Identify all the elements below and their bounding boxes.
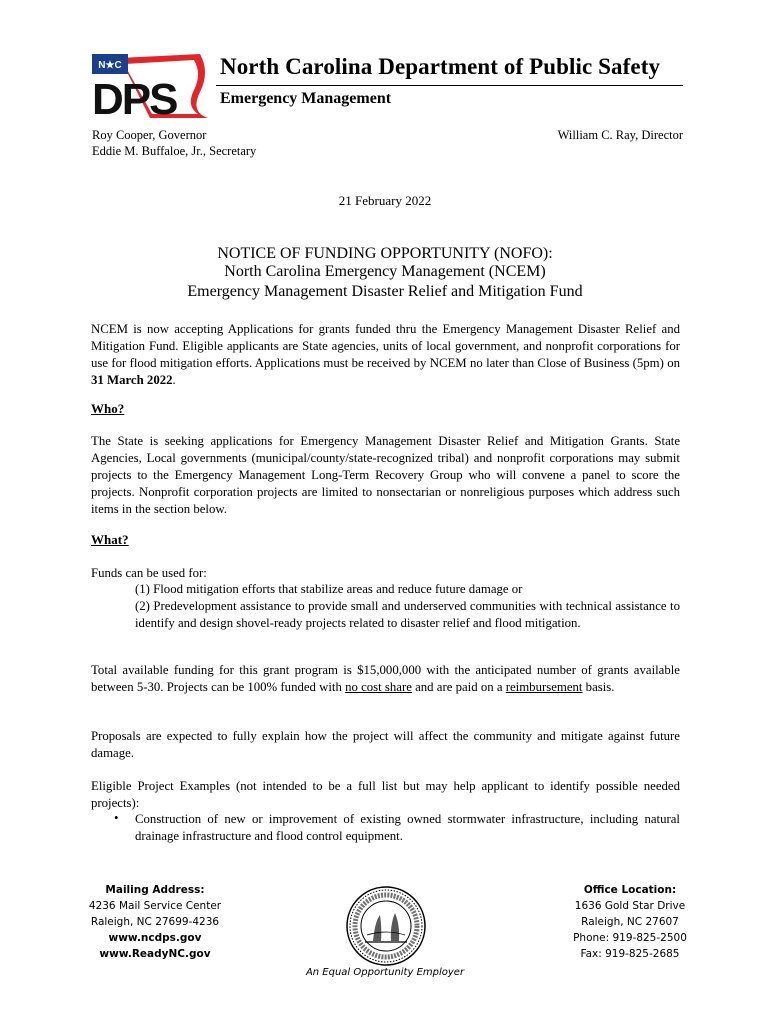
title-line-3: Emergency Management Disaster Relief and Mitigation Fund bbox=[187, 283, 583, 300]
title-line-2: North Carolina Emergency Management (NCEM) bbox=[224, 263, 546, 280]
office-heading: Office Location: bbox=[583, 884, 677, 896]
funding-paragraph bbox=[91, 662, 680, 696]
proposals-paragraph: Proposals are expected to fully explain how the project will affect the community and mitigate against future damage. bbox=[91, 729, 680, 760]
what-item-1: (1) Flood mitigation efforts that stabilize areas and reduce future damage or bbox=[135, 582, 523, 596]
state-seal-icon bbox=[345, 885, 427, 967]
no-cost-share: no cost share bbox=[345, 680, 412, 694]
example-1: Construction of new or improvement of existing owned stormwater infrastructure, including natural drainage infrastructure and flood control equipment. bbox=[135, 812, 680, 843]
mailing-heading: Mailing Address: bbox=[105, 884, 205, 896]
logo-text: DPS bbox=[92, 75, 177, 120]
header-rule bbox=[216, 85, 683, 86]
office-fax: Fax: 919-825-2685 bbox=[580, 948, 680, 960]
what-heading: What? bbox=[91, 532, 129, 547]
governor-line: Roy Cooper, Governor bbox=[92, 128, 207, 142]
office-line-2: Raleigh, NC 27607 bbox=[581, 916, 679, 928]
title-line-1: NOTICE OF FUNDING OPPORTUNITY (NOFO): bbox=[217, 245, 553, 262]
website-link-ncdps[interactable]: www.ncdps.gov bbox=[108, 932, 202, 944]
office-location bbox=[555, 882, 705, 962]
mailing-address bbox=[80, 882, 230, 962]
dps-logo bbox=[90, 52, 212, 120]
website-link-readync[interactable]: www.ReadyNC.gov bbox=[99, 948, 211, 960]
who-paragraph: The State is seeking applications for Emergency Management Disaster Relief and Mitigation Grants. State Agencies, Local governments (municipal/county/state-recognized tribal) and nonprofit corporations may submit projects to the Emergency Management Long-Term Recovery Group who will convene a panel to score the projects. Nonprofit corporation projects are limited to nonsectarian or nonreligious purposes which address such items in the section below. bbox=[91, 434, 680, 516]
office-line-1: 1636 Gold Star Drive bbox=[574, 900, 686, 912]
intro-end: . bbox=[172, 373, 176, 387]
deadline-date: 31 March 2022 bbox=[91, 373, 173, 387]
funding-text-b: and are paid on a bbox=[411, 680, 506, 694]
logo-flag-text: N★C bbox=[98, 60, 122, 71]
mailing-line-1: 4236 Mail Service Center bbox=[88, 900, 222, 912]
equal-opportunity-line: An Equal Opportunity Employer bbox=[305, 967, 465, 978]
notice-date: 21 February 2022 bbox=[338, 193, 432, 208]
what-lead: Funds can be used for: bbox=[91, 566, 207, 580]
what-item-2: (2) Predevelopment assistance to provide small and underserved communities with technical assistance to identify and design shovel-ready projects related to disaster relief and flood mitigation. bbox=[135, 599, 680, 630]
funding-text-c: basis. bbox=[582, 680, 615, 694]
secretary-line: Eddie M. Buffaloe, Jr., Secretary bbox=[92, 144, 257, 158]
office-phone: Phone: 919-825-2500 bbox=[573, 932, 687, 944]
reimbursement: reimbursement bbox=[505, 680, 583, 694]
who-heading: Who? bbox=[91, 401, 125, 416]
bullet-icon: • bbox=[114, 811, 119, 825]
division-name: Emergency Management bbox=[220, 90, 392, 107]
intro-paragraph bbox=[91, 321, 680, 389]
org-name: North Carolina Department of Public Safety bbox=[220, 54, 661, 79]
funding-text-a: Total available funding for this grant program is $15,000,000 with the anticipated number of grants available between 5-30. Projects can be 100% funded with bbox=[91, 663, 680, 694]
mailing-line-2: Raleigh, NC 27699-4236 bbox=[90, 916, 220, 928]
examples-lead: Eligible Project Examples (not intended to be a full list but may help applicant to identify possible needed projects): bbox=[91, 779, 680, 810]
intro-text: NCEM is now accepting Applications for grants funded thru the Emergency Management Disaster Relief and Mitigation Fund. Eligible applicants are State agencies, units of local government, and nonprofit corporations for use for flood mitigation efforts. Applications must be received by NCEM no later than Close of Business (5pm) on bbox=[91, 322, 680, 370]
director-line: William C. Ray, Director bbox=[557, 128, 683, 142]
